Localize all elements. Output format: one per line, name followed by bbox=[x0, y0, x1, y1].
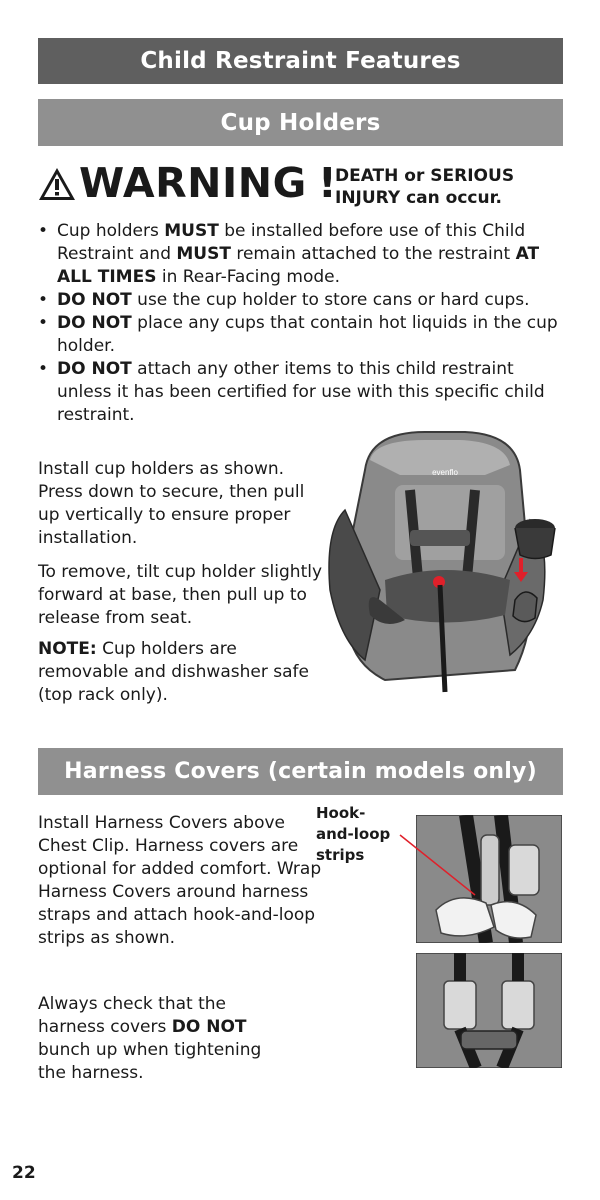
subsection-header bbox=[38, 99, 563, 146]
section-header bbox=[38, 38, 563, 84]
bullet-item bbox=[38, 289, 566, 312]
down-arrow-icon bbox=[519, 558, 523, 574]
warning-exclamation: ! bbox=[318, 159, 337, 207]
bullet-text: attach any other items to this child restraint unless it has been certified for use with this specific child restraint. bbox=[57, 359, 545, 425]
check-text: Always check that the harness covers bbox=[38, 994, 226, 1037]
bullet-text: in Rear-Facing mode. bbox=[156, 267, 340, 287]
callout-leader-line bbox=[300, 825, 480, 905]
warning-word: WARNING bbox=[79, 159, 307, 207]
bullet-bold: MUST bbox=[176, 244, 231, 264]
page-number: 22 bbox=[12, 1163, 36, 1183]
bullet-text: use the cup holder to store cans or hard cups. bbox=[131, 290, 530, 310]
warning-bullets bbox=[38, 220, 566, 427]
check-bold: DO NOT bbox=[171, 1017, 247, 1037]
harness-check-paragraph bbox=[38, 993, 278, 1085]
harness-install-instructions: Install Harness Covers above Chest Clip. Harness covers are optional for added comfort. Wrap Harness Covers around harness straps and attach hook-and-loop strips as shown. bbox=[38, 813, 322, 948]
note-label: NOTE: bbox=[38, 639, 97, 659]
bullet-bold: DO NOT bbox=[57, 359, 132, 379]
seat-logo: evenflo bbox=[432, 468, 458, 477]
warning-subtitle bbox=[335, 165, 514, 209]
bullet-bold: MUST bbox=[164, 221, 219, 241]
warning-line-2: INJURY can occur. bbox=[335, 188, 502, 208]
callout-line-2: and-loop bbox=[316, 825, 391, 843]
remove-instructions: To remove, tilt cup holder slightly forward at base, then pull up to release from seat. bbox=[38, 562, 323, 628]
bullet-text: place any cups that contain hot liquids in the cup holder. bbox=[57, 313, 558, 356]
callout-line-1: Hook- bbox=[316, 804, 366, 822]
car-seat-illustration bbox=[325, 430, 565, 695]
bullet-dot: • bbox=[38, 313, 49, 333]
warning-banner bbox=[38, 161, 563, 213]
bullet-item bbox=[38, 220, 566, 289]
install-instructions: Install cup holders as shown. Press down to secure, then pull up vertically to ensure proper installation. bbox=[38, 459, 305, 548]
bullet-item bbox=[38, 358, 566, 427]
bullet-text: be installed before use of this Child Restraint and bbox=[57, 221, 526, 264]
harness-covers-header bbox=[38, 748, 563, 795]
check-text: bunch up when tightening the harness. bbox=[38, 1040, 262, 1083]
callout-line-3: strips bbox=[316, 846, 365, 864]
bullet-bold: AT ALL TIMES bbox=[57, 244, 540, 287]
warning-line-1: DEATH or SERIOUS bbox=[335, 166, 515, 186]
subsection-title: Cup Holders bbox=[220, 109, 381, 136]
bullet-dot: • bbox=[38, 359, 49, 379]
warning-triangle-icon bbox=[38, 167, 76, 201]
note-paragraph bbox=[38, 638, 328, 707]
bullet-bold: DO NOT bbox=[57, 313, 132, 333]
bullet-text: remain attached to the restraint bbox=[230, 244, 516, 264]
section-title: Child Restraint Features bbox=[140, 48, 461, 74]
harness-covers-title: Harness Covers (certain models only) bbox=[64, 759, 537, 784]
bullet-dot: • bbox=[38, 290, 49, 310]
note-text: Cup holders are removable and dishwasher safe (top rack only). bbox=[38, 639, 309, 705]
bullet-text: Cup holders bbox=[57, 221, 165, 241]
bullet-bold: DO NOT bbox=[57, 290, 132, 310]
harness-installed-illustration bbox=[416, 953, 562, 1068]
bullet-item bbox=[38, 312, 566, 358]
bullet-dot: • bbox=[38, 221, 49, 241]
